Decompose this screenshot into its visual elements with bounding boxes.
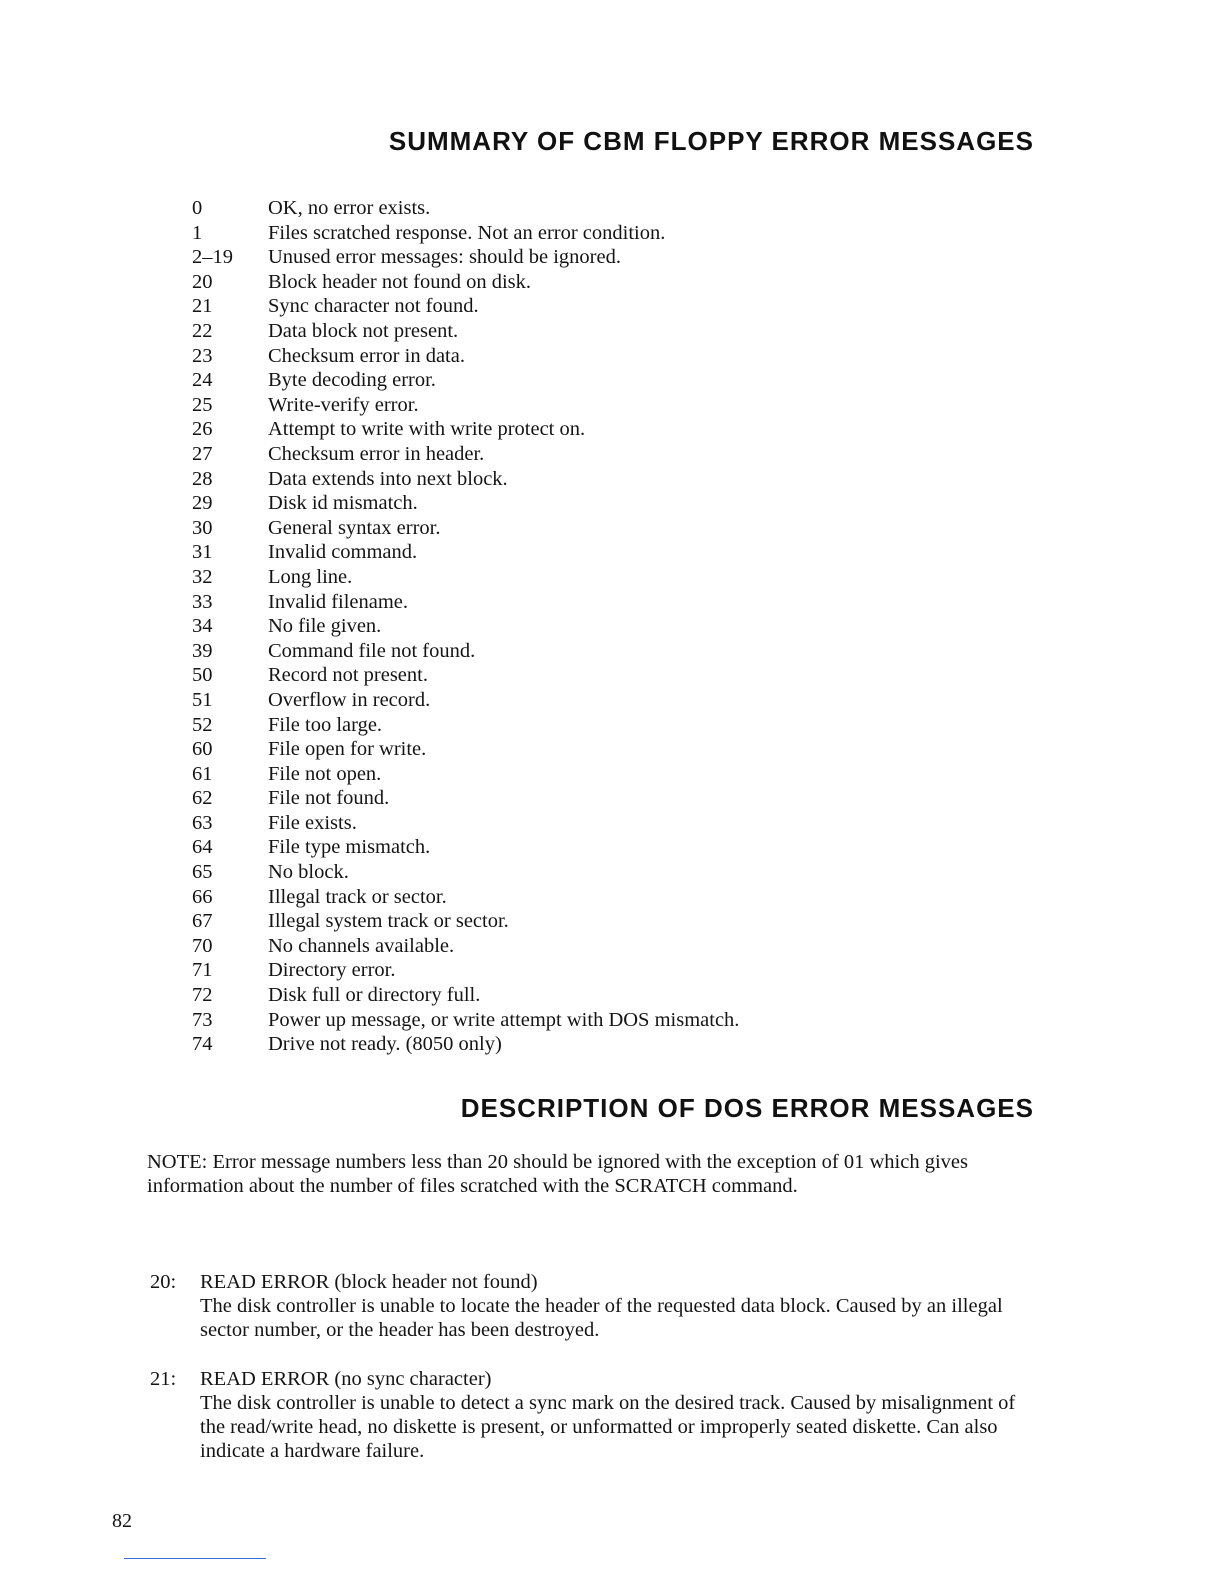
- entry-number: 20:: [150, 1271, 177, 1293]
- error-description: Illegal system track or sector.: [268, 910, 509, 933]
- error-description: Data extends into next block.: [268, 467, 508, 490]
- error-description: File not open.: [268, 762, 382, 785]
- error-code: 72: [192, 984, 213, 1007]
- error-code: 1: [192, 221, 203, 244]
- error-row: [192, 688, 952, 713]
- error-code: 28: [192, 467, 213, 490]
- error-description: OK, no error exists.: [268, 197, 431, 220]
- error-code: 65: [192, 861, 213, 884]
- error-row: [192, 393, 952, 418]
- error-code: 70: [192, 934, 213, 957]
- error-description: Illegal track or sector.: [268, 885, 447, 908]
- entry-heading: READ ERROR (no sync character): [200, 1368, 492, 1390]
- error-code: 26: [192, 418, 213, 441]
- error-code: 29: [192, 492, 213, 515]
- error-description: File exists.: [268, 811, 357, 834]
- error-description: Checksum error in header.: [268, 442, 485, 465]
- error-row: [192, 540, 952, 565]
- error-description: Disk id mismatch.: [268, 492, 418, 515]
- error-description: No channels available.: [268, 934, 455, 957]
- error-row: [192, 1008, 952, 1033]
- error-entry-21: [150, 1367, 1030, 1463]
- error-code: 66: [192, 885, 213, 908]
- error-description: Checksum error in data.: [268, 344, 465, 367]
- error-description: File too large.: [268, 713, 383, 736]
- error-description: Long line.: [268, 565, 353, 588]
- error-row: [192, 811, 952, 836]
- error-code: 60: [192, 738, 213, 761]
- error-description: File open for write.: [268, 738, 427, 761]
- error-description: File type mismatch.: [268, 836, 431, 859]
- error-code: 2–19: [192, 246, 233, 269]
- entry-text: The disk controller is unable to detect a sync mark on the desired track. Caused by misalignment of the read/write head, no diskette is present, or unformatted or improperly seated diskette. Can also indicate a hardware failure.: [200, 1392, 1016, 1462]
- error-code: 33: [192, 590, 213, 613]
- error-row: [192, 835, 952, 860]
- entry-number: 21:: [150, 1368, 177, 1390]
- error-code: 30: [192, 516, 213, 539]
- error-row: [192, 196, 952, 221]
- error-code: 61: [192, 762, 213, 785]
- error-row: [192, 934, 952, 959]
- error-row: [192, 983, 952, 1008]
- entry-text: The disk controller is unable to locate the header of the requested data block. Caused by an illegal sector number, or the header has been destroyed.: [200, 1295, 1003, 1341]
- error-description: Overflow in record.: [268, 688, 431, 711]
- page-number: 82: [112, 1510, 132, 1532]
- error-row: [192, 614, 952, 639]
- error-description: Invalid command.: [268, 541, 418, 564]
- error-row: [192, 245, 952, 270]
- error-description: Drive not ready. (8050 only): [268, 1033, 502, 1056]
- error-code: 25: [192, 393, 213, 416]
- error-code: 63: [192, 811, 213, 834]
- error-description: Power up message, or write attempt with DOS mismatch.: [268, 1008, 740, 1031]
- error-description: Write-verify error.: [268, 393, 419, 416]
- error-code: 62: [192, 787, 213, 810]
- error-entry-20: [150, 1270, 1030, 1342]
- error-code: 22: [192, 320, 213, 343]
- error-description: Data block not present.: [268, 320, 459, 343]
- error-row: [192, 270, 952, 295]
- error-description: Unused error messages: should be ignored.: [268, 246, 621, 269]
- error-description: Block header not found on disk.: [268, 270, 532, 293]
- footer-rule: [124, 1558, 266, 1559]
- error-code: 20: [192, 270, 213, 293]
- error-code: 39: [192, 639, 213, 662]
- error-row: [192, 417, 952, 442]
- error-row: [192, 491, 952, 516]
- error-row: [192, 221, 952, 246]
- error-row: [192, 344, 952, 369]
- error-code: 52: [192, 713, 213, 736]
- error-row: [192, 663, 952, 688]
- error-description: Byte decoding error.: [268, 369, 436, 392]
- error-row: [192, 1032, 952, 1057]
- error-code: 24: [192, 369, 213, 392]
- error-row: [192, 737, 952, 762]
- error-row: [192, 958, 952, 983]
- error-code: 31: [192, 541, 213, 564]
- error-row: [192, 294, 952, 319]
- error-description: General syntax error.: [268, 516, 441, 539]
- error-description: Invalid filename.: [268, 590, 409, 613]
- error-code-list: [192, 196, 952, 1057]
- error-row: [192, 319, 952, 344]
- error-code: 74: [192, 1033, 213, 1056]
- error-description: Record not present.: [268, 664, 428, 687]
- error-row: [192, 442, 952, 467]
- error-description: Sync character not found.: [268, 295, 479, 318]
- error-code: 0: [192, 197, 203, 220]
- error-row: [192, 565, 952, 590]
- error-description: No file given.: [268, 615, 382, 638]
- error-row: [192, 909, 952, 934]
- error-code: 71: [192, 959, 213, 982]
- error-row: [192, 786, 952, 811]
- error-row: [192, 639, 952, 664]
- error-code: 23: [192, 344, 213, 367]
- error-description: Disk full or directory full.: [268, 984, 481, 1007]
- error-row: [192, 368, 952, 393]
- error-description: Directory error.: [268, 959, 396, 982]
- error-code: 64: [192, 836, 213, 859]
- error-code: 67: [192, 910, 213, 933]
- error-code: 73: [192, 1008, 213, 1031]
- summary-title: SUMMARY OF CBM FLOPPY ERROR MESSAGES: [388, 126, 1034, 156]
- error-row: [192, 860, 952, 885]
- error-code: 51: [192, 688, 213, 711]
- error-row: [192, 762, 952, 787]
- error-row: [192, 712, 952, 737]
- error-code: 34: [192, 615, 213, 638]
- error-description: Files scratched response. Not an error condition.: [268, 221, 666, 244]
- error-row: [192, 885, 952, 910]
- error-code: 27: [192, 442, 213, 465]
- error-description: Attempt to write with write protect on.: [268, 418, 586, 441]
- error-description: No block.: [268, 861, 349, 884]
- error-description: File not found.: [268, 787, 390, 810]
- note-paragraph: NOTE: Error message numbers less than 20 should be ignored with the exception of 01 which gives information about the number of files scratched with the SCRATCH command.: [147, 1151, 968, 1197]
- error-row: [192, 516, 952, 541]
- error-row: [192, 467, 952, 492]
- entry-heading: READ ERROR (block header not found): [200, 1271, 538, 1293]
- error-code: 21: [192, 295, 213, 318]
- description-title: DESCRIPTION OF DOS ERROR MESSAGES: [460, 1093, 1034, 1123]
- error-description: Command file not found.: [268, 639, 476, 662]
- error-code: 50: [192, 664, 213, 687]
- error-row: [192, 590, 952, 615]
- error-code: 32: [192, 565, 213, 588]
